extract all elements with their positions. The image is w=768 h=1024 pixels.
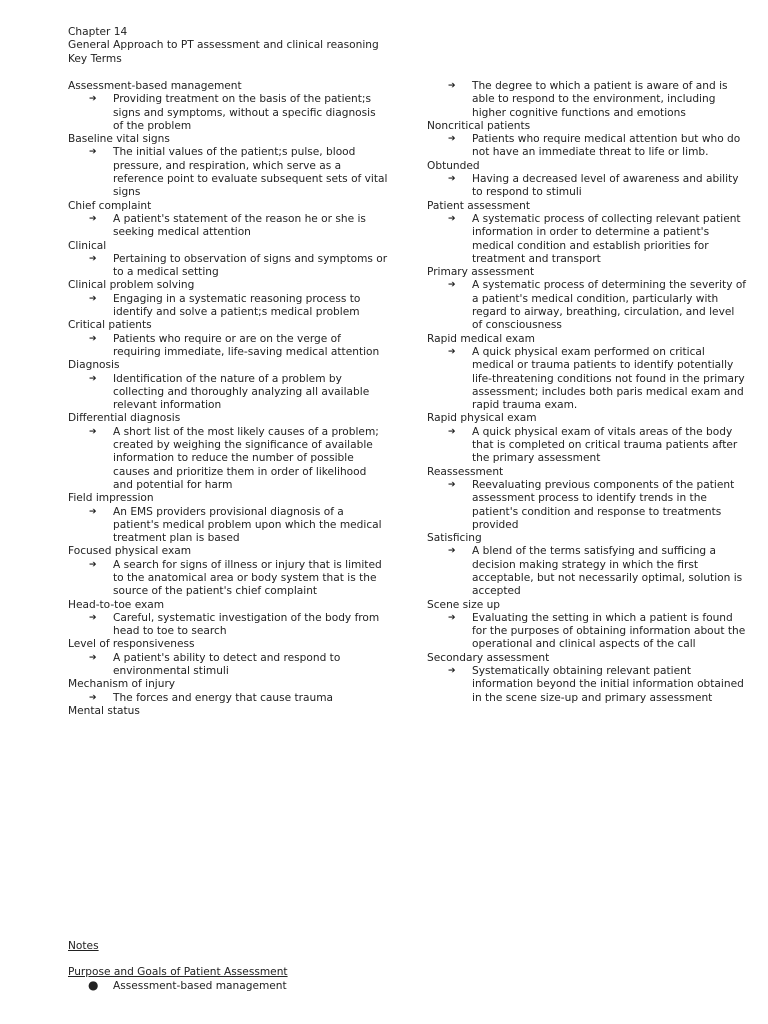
term-definition	[68, 253, 388, 280]
term-definition	[68, 93, 388, 133]
definition-text: Identification of the nature of a problem by collecting and thoroughly analyzing all available relevant information	[113, 372, 370, 412]
term-heading: Baseline vital signs	[68, 133, 170, 146]
term-heading: Patient assessment	[427, 199, 531, 212]
definition-text: Having a decreased level of awareness and ability to respond to stimuli	[472, 173, 739, 199]
definition-text: The initial values of the patient;s pulse, blood pressure, and respiration, which serve as a reference point to evaluate subsequent sets of vital signs	[113, 146, 388, 199]
term-definition	[427, 213, 747, 266]
key-terms-right-column	[427, 80, 747, 705]
definition-text: Providing treatment on the basis of the patient;s signs and symptoms, without a specific diagnosis of the problem	[113, 93, 376, 132]
definition-text: A search for signs of illness or injury that is limited to the anatomical area or body system that is the source of the patient's chief complaint	[113, 558, 382, 598]
arrow-right-icon: ➔	[89, 213, 97, 224]
arrow-right-icon: ➔	[89, 652, 97, 663]
term-definition	[68, 293, 388, 320]
bullet-dot-icon: ●	[88, 977, 99, 992]
chapter-title: General Approach to PT assessment and clinical reasoning	[68, 39, 379, 52]
section-label: Key Terms	[68, 52, 122, 65]
term-definition	[427, 133, 747, 160]
term-definition	[427, 545, 747, 598]
bullet-text: Assessment-based management	[113, 979, 287, 992]
term-definition	[427, 426, 747, 466]
arrow-right-icon: ➔	[89, 253, 97, 264]
term-definition	[68, 692, 388, 705]
term-heading: Primary assessment	[427, 266, 535, 279]
term-heading: Rapid medical exam	[427, 332, 535, 345]
term-heading: Secondary assessment	[427, 651, 550, 664]
arrow-right-icon: ➔	[89, 506, 97, 517]
notes-bullet-list	[68, 977, 668, 993]
definition-text: Patients who require medical attention but who do not have an immediate threat to life or limb.	[472, 133, 741, 159]
definition-text: An EMS providers provisional diagnosis of a patient's medical problem upon which the medical treatment plan is based	[113, 505, 382, 545]
term-heading: Critical patients	[68, 319, 152, 332]
term-definition	[427, 173, 747, 200]
term-definition	[68, 146, 388, 199]
arrow-right-icon: ➔	[448, 546, 456, 557]
term-heading: Clinical problem solving	[68, 279, 195, 292]
term-heading: Head-to-toe exam	[68, 598, 165, 611]
arrow-right-icon: ➔	[89, 94, 97, 105]
document-header	[68, 26, 379, 66]
notes-heading: Notes	[68, 940, 99, 952]
chapter-label: Chapter 14	[68, 26, 128, 38]
term-heading: Chief complaint	[68, 199, 152, 212]
term-heading: Reassessment	[427, 465, 504, 478]
arrow-right-icon: ➔	[89, 426, 97, 437]
notes-subheading: Purpose and Goals of Patient Assessment	[68, 966, 288, 979]
term-heading: Diagnosis	[68, 359, 120, 372]
term-heading: Focused physical exam	[68, 545, 192, 558]
arrow-right-icon: ➔	[89, 147, 97, 158]
term-definition	[427, 279, 747, 332]
term-heading: Field impression	[68, 492, 154, 505]
definition-text: Patients who require or are on the verge of requiring immediate, life-saving medical attention	[113, 332, 380, 358]
term-heading: Clinical	[68, 239, 107, 252]
term-heading: Scene size up	[427, 598, 501, 611]
definition-text: Engaging in a systematic reasoning process to identify and solve a patient;s medical problem	[113, 292, 361, 319]
arrow-right-icon: ➔	[89, 293, 97, 304]
arrow-right-icon: ➔	[448, 666, 456, 677]
term-heading: Mental status	[68, 704, 140, 717]
list-item	[68, 977, 668, 993]
term-definition	[68, 213, 388, 240]
arrow-right-icon: ➔	[448, 81, 456, 91]
arrow-right-icon: ➔	[89, 612, 97, 623]
arrow-right-icon: ➔	[448, 280, 456, 291]
definition-text: A short list of the most likely causes of a problem; created by weighing the significance of available information to reduce the number of possible causes and prioritize them in order of likelihood and potential for harm	[113, 425, 379, 491]
definition-text: A patient's ability to detect and respond to environmental stimuli	[113, 651, 341, 678]
definition-text: The degree to which a patient is aware of and is able to respond to the environment, including higher cognitive functions and emotions	[472, 80, 728, 119]
term-definition	[427, 346, 747, 412]
term-heading: Assessment-based management	[68, 80, 242, 92]
arrow-right-icon: ➔	[89, 559, 97, 570]
term-definition	[427, 80, 747, 120]
term-definition	[68, 506, 388, 546]
term-definition	[427, 612, 747, 652]
arrow-right-icon: ➔	[448, 174, 456, 185]
term-definition	[68, 559, 388, 599]
definition-text: A patient's statement of the reason he or she is seeking medical attention	[113, 212, 366, 239]
definition-text: Careful, systematic investigation of the body from head to toe to search	[113, 611, 380, 638]
arrow-right-icon: ➔	[89, 692, 97, 703]
term-heading: Differential diagnosis	[68, 412, 181, 425]
term-definition	[68, 612, 388, 639]
arrow-right-icon: ➔	[448, 426, 456, 437]
term-definition	[68, 333, 388, 360]
definition-text: A quick physical exam performed on critical medical or trauma patients to identify potentially life-threatening conditions not found in the primary assessment; includes both paris medical exam and rapid trauma exam.	[472, 345, 745, 412]
definition-text: Systematically obtaining relevant patient information beyond the initial information obtained in the scene size-up and primary assessment	[472, 665, 744, 704]
term-heading: Level of responsiveness	[68, 638, 195, 651]
term-definition	[427, 479, 747, 532]
term-definition	[68, 426, 388, 492]
definition-text: Evaluating the setting in which a patient is found for the purposes of obtaining information about the operational and clinical aspects of the call	[472, 611, 746, 651]
arrow-right-icon: ➔	[89, 333, 97, 344]
arrow-right-icon: ➔	[448, 612, 456, 623]
arrow-right-icon: ➔	[448, 346, 456, 357]
term-heading: Obtunded	[427, 159, 480, 172]
arrow-right-icon: ➔	[448, 479, 456, 490]
definition-text: A quick physical exam of vitals areas of the body that is completed on critical trauma patients after the primary assessment	[472, 425, 738, 465]
definition-text: The forces and energy that cause trauma	[113, 691, 334, 704]
key-terms-left-column	[68, 80, 388, 718]
arrow-right-icon: ➔	[89, 373, 97, 384]
term-heading: Noncritical patients	[427, 119, 531, 132]
definition-text: A systematic process of collecting relevant patient information in order to determine a patient's medical condition and establish priorities for treatment and transport	[472, 212, 741, 265]
term-definition	[68, 373, 388, 413]
term-heading: Satisficing	[427, 532, 482, 545]
notes-section	[68, 940, 668, 993]
term-definition	[68, 652, 388, 679]
definition-text: Reevaluating previous components of the patient assessment process to identify trends in the patient's condition and response to treatments provided	[472, 478, 735, 531]
definition-text: A systematic process of determining the severity of a patient's medical condition, particularly with regard to airway, breathing, circulation, and level of consciousness	[472, 279, 747, 332]
definition-text: Pertaining to observation of signs and symptoms or to a medical setting	[113, 252, 388, 279]
term-heading: Mechanism of injury	[68, 678, 176, 691]
arrow-right-icon: ➔	[448, 213, 456, 224]
term-definition	[427, 665, 747, 705]
arrow-right-icon: ➔	[448, 134, 456, 145]
term-heading: Rapid physical exam	[427, 412, 537, 425]
definition-text: A blend of the terms satisfying and sufficing a decision making strategy in which the first acceptable, but not necessarily optimal, solution is accepted	[472, 545, 743, 598]
